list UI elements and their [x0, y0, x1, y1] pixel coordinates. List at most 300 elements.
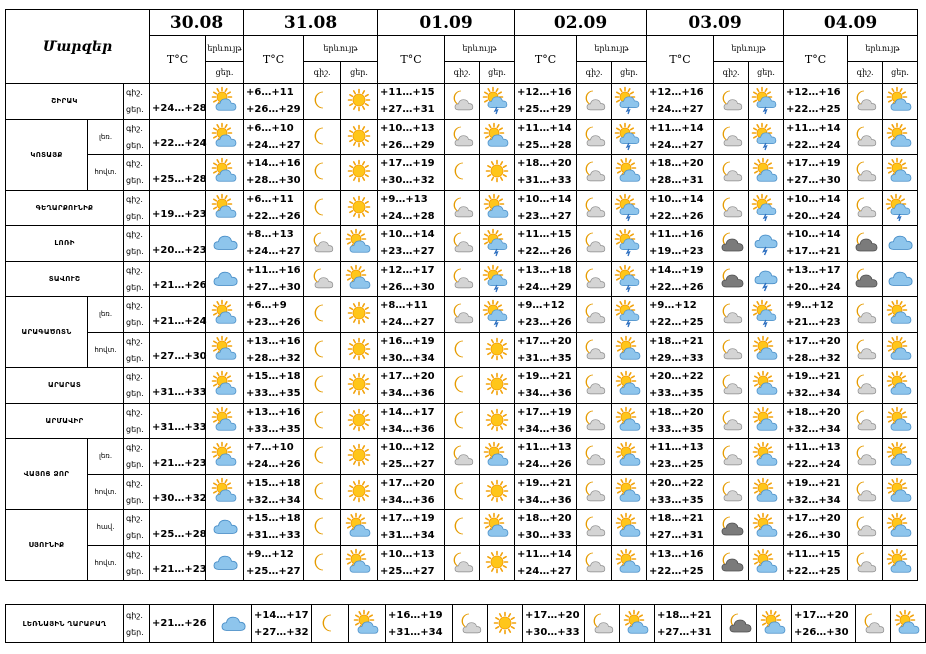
- sun-cloud-icon: [212, 197, 238, 216]
- night-temp: +18…+20: [517, 513, 572, 525]
- day-temp: +26…+29: [380, 139, 435, 151]
- region-row: [6, 119, 918, 155]
- storm-sun-icon: [753, 197, 779, 216]
- subregion-label: հովտ.: [88, 155, 124, 191]
- night-temp: +11…+15: [786, 548, 841, 560]
- night-temp: +11…+13: [649, 442, 704, 454]
- night-temp: +13…+16: [246, 406, 301, 418]
- night-label: գիշ.: [126, 549, 143, 559]
- temp-30-08: +21…+24: [152, 315, 207, 327]
- night-temp: +9…+12: [246, 548, 294, 560]
- sun-cloud-icon: [887, 339, 913, 358]
- night-temp: +10…+12: [380, 442, 435, 454]
- day-header: ցեր.: [612, 62, 647, 84]
- storm-icon: [753, 233, 779, 252]
- day-temp: +25…+27: [380, 459, 435, 471]
- day-label: ցեր.: [126, 353, 144, 363]
- sun-cloud-icon: [212, 375, 238, 394]
- night-temp: +12…+16: [786, 87, 841, 99]
- sun-cloud-icon: [616, 162, 642, 181]
- date-header: 31.08: [244, 10, 378, 36]
- day-temp: +27…+31: [649, 530, 704, 542]
- night-temp: +8…+13: [246, 229, 294, 241]
- sun-icon: [346, 339, 372, 358]
- moon-icon: [309, 410, 335, 429]
- night-temp: +9…+12: [517, 300, 565, 312]
- day-label: ցեր.: [126, 318, 144, 328]
- weather-header: երևույթ: [577, 36, 647, 62]
- moon-dark-cloud-icon: [718, 517, 744, 536]
- sun-icon: [346, 197, 372, 216]
- day-temp: +24…+27: [246, 246, 301, 258]
- sun-cloud-icon: [354, 613, 380, 632]
- night-temp: +17…+20: [786, 335, 841, 347]
- night-temp: +17…+20: [786, 513, 841, 525]
- region-name: ԼՈՌԻ: [6, 226, 124, 262]
- day-temp: +28…+32: [246, 352, 301, 364]
- night-temp: +13…+18: [517, 264, 572, 276]
- night-temp: +18…+20: [649, 406, 704, 418]
- temp-30-08: +22…+24: [152, 138, 207, 149]
- sun-cloud-icon: [753, 481, 779, 500]
- night-temp: +11…+14: [517, 122, 572, 134]
- day-temp: +33…+35: [246, 423, 301, 435]
- day-label: ցեր.: [126, 140, 144, 150]
- night-temp: +14…+19: [649, 264, 704, 276]
- day-temp: +22…+25: [649, 317, 704, 329]
- storm-sun-icon: [887, 197, 913, 216]
- sun-cloud-icon: [753, 375, 779, 394]
- day-temp: +24…+27: [380, 317, 435, 329]
- night-temp: +6…+10: [246, 122, 294, 134]
- moon-cloud-icon: [449, 268, 475, 287]
- day-temp: +17…+21: [786, 246, 841, 258]
- sun-cloud-icon: [616, 552, 642, 571]
- night-temp: +8…+11: [380, 300, 428, 312]
- weather-header: երևույթ: [714, 36, 784, 62]
- day-temp: +22…+26: [517, 246, 572, 258]
- night-temp: +17…+20: [525, 609, 580, 621]
- region-header: Մարզեր: [6, 10, 150, 84]
- moon-cloud-icon: [581, 339, 607, 358]
- night-label: գիշ.: [126, 301, 143, 311]
- moon-cloud-icon: [581, 552, 607, 571]
- night-temp: +10…+14: [380, 229, 435, 241]
- sun-cloud-icon: [346, 517, 372, 536]
- moon-cloud-icon: [449, 126, 475, 145]
- day-label: ցեր.: [126, 495, 144, 505]
- sun-icon: [492, 613, 518, 632]
- night-temp: +9…+12: [786, 300, 834, 312]
- moon-cloud-icon: [449, 233, 475, 252]
- sun-icon: [484, 375, 510, 394]
- night-label: գիշ.: [126, 265, 143, 275]
- storm-sun-icon: [484, 91, 510, 110]
- region-row: [6, 545, 918, 581]
- sun-cloud-icon: [753, 552, 779, 571]
- subregion-label: հովտ.: [88, 332, 124, 368]
- moon-cloud-icon: [449, 197, 475, 216]
- night-temp: +19…+21: [786, 477, 841, 489]
- moon-icon: [449, 162, 475, 181]
- night-temp: +10…+13: [380, 548, 435, 560]
- day-label: ցեր.: [126, 389, 144, 399]
- moon-icon: [449, 410, 475, 429]
- night-temp: +18…+21: [649, 335, 704, 347]
- sun-cloud-icon: [753, 410, 779, 429]
- sun-cloud-icon: [616, 517, 642, 536]
- region-name: ԿՈՏԱՅՔ: [6, 119, 88, 190]
- sun-cloud-icon: [212, 481, 238, 500]
- night-temp: +19…+21: [786, 371, 841, 383]
- moon-cloud-icon: [852, 304, 878, 323]
- day-header: ցեր.: [480, 62, 515, 84]
- sun-cloud-icon: [895, 613, 921, 632]
- night-temp: +11…+14: [786, 122, 841, 134]
- moon-cloud-icon: [581, 481, 607, 500]
- night-temp: +11…+13: [786, 442, 841, 454]
- moon-icon: [309, 517, 335, 536]
- region-name: ԱՐԱՐԱՏ: [6, 368, 124, 404]
- night-temp: +17…+20: [794, 609, 849, 621]
- temp-header: T°C: [150, 36, 206, 84]
- moon-icon: [309, 552, 335, 571]
- day-temp: +24…+27: [517, 565, 572, 577]
- day-temp: +32…+34: [786, 388, 841, 400]
- day-temp: +26…+30: [786, 530, 841, 542]
- sun-cloud-icon: [753, 517, 779, 536]
- night-temp: +10…+14: [786, 193, 841, 205]
- day-label: ցեր.: [126, 566, 144, 576]
- temp-header: T°C: [647, 36, 714, 84]
- moon-cloud-icon: [718, 91, 744, 110]
- storm-sun-icon: [616, 126, 642, 145]
- subregion-label: հովտ.: [88, 545, 124, 581]
- day-temp: +30…+32: [380, 175, 435, 187]
- night-temp: +11…+14: [649, 122, 704, 134]
- region-row: [6, 261, 918, 297]
- sun-cloud-icon: [887, 162, 913, 181]
- weather-header: երևույթ: [206, 36, 244, 62]
- moon-cloud-icon: [581, 233, 607, 252]
- night-temp: +7…+10: [246, 442, 294, 454]
- storm-sun-icon: [616, 197, 642, 216]
- day-temp: +29…+33: [649, 352, 704, 364]
- day-temp: +31…+34: [388, 626, 443, 638]
- night-temp: +10…+14: [517, 193, 572, 205]
- night-temp: +20…+22: [649, 477, 704, 489]
- night-header: գիշ.: [445, 62, 480, 84]
- day-temp: +23…+27: [380, 246, 435, 258]
- night-label: գիշ.: [126, 194, 143, 204]
- day-temp: +34…+36: [517, 494, 572, 506]
- day-temp: +22…+25: [649, 565, 704, 577]
- night-temp: +11…+16: [246, 264, 301, 276]
- sun-icon: [484, 162, 510, 181]
- night-temp: +18…+20: [517, 158, 572, 170]
- night-temp: +9…+12: [649, 300, 697, 312]
- temp-30-08: +21…+26: [152, 280, 207, 291]
- day-temp: +33…+35: [246, 388, 301, 400]
- moon-icon: [309, 481, 335, 500]
- sun-cloud-icon: [887, 91, 913, 110]
- day-temp: +24…+27: [649, 139, 704, 151]
- moon-cloud-icon: [449, 304, 475, 323]
- moon-icon: [449, 375, 475, 394]
- night-temp: +19…+21: [517, 477, 572, 489]
- storm-sun-icon: [753, 91, 779, 110]
- night-label: գիշ.: [126, 407, 143, 417]
- storm-sun-icon: [484, 268, 510, 287]
- moon-icon: [309, 446, 335, 465]
- day-temp: +30…+33: [525, 626, 580, 638]
- day-temp: +30…+33: [517, 530, 572, 542]
- day-label: ցեր.: [126, 531, 144, 541]
- sun-icon: [484, 552, 510, 571]
- moon-dark-cloud-icon: [852, 268, 878, 287]
- region-name: ՏԱՎՈՒՇ: [6, 261, 124, 297]
- sun-icon: [346, 126, 372, 145]
- night-temp: +16…+19: [388, 609, 443, 621]
- moon-cloud-icon: [581, 304, 607, 323]
- region-row: [6, 297, 918, 333]
- day-temp: +27…+31: [657, 626, 712, 638]
- night-temp: +15…+18: [246, 477, 301, 489]
- night-temp: +18…+21: [649, 513, 704, 525]
- forecast-table: [5, 9, 918, 581]
- moon-cloud-icon: [309, 268, 335, 287]
- night-temp: +18…+21: [657, 609, 712, 621]
- moon-cloud-icon: [852, 375, 878, 394]
- day-temp: +22…+24: [786, 139, 841, 151]
- night-temp: +11…+14: [517, 548, 572, 560]
- day-temp: +33…+35: [649, 388, 704, 400]
- moon-cloud-icon: [581, 162, 607, 181]
- sun-icon: [346, 481, 372, 500]
- night-temp: +13…+16: [649, 548, 704, 560]
- cloud-icon: [220, 613, 246, 632]
- cloud-icon: [212, 268, 238, 287]
- night-header: գիշ.: [714, 62, 749, 84]
- day-temp: +31…+35: [517, 352, 572, 364]
- moon-cloud-icon: [449, 446, 475, 465]
- moon-cloud-icon: [860, 613, 886, 632]
- night-temp: +10…+14: [786, 229, 841, 241]
- night-temp: +17…+19: [517, 406, 572, 418]
- moon-cloud-icon: [718, 339, 744, 358]
- day-temp: +28…+30: [246, 175, 301, 187]
- sun-cloud-icon: [887, 375, 913, 394]
- moon-cloud-icon: [449, 91, 475, 110]
- moon-cloud-icon: [449, 552, 475, 571]
- region-row: [6, 190, 918, 226]
- sun-cloud-icon: [887, 552, 913, 571]
- night-temp: +17…+19: [786, 158, 841, 170]
- night-temp: +15…+18: [246, 513, 301, 525]
- day-temp: +34…+36: [380, 423, 435, 435]
- day-label: ցեր.: [126, 282, 144, 292]
- day-temp: +23…+25: [649, 459, 704, 471]
- moon-icon: [449, 339, 475, 358]
- cloud-icon: [212, 552, 238, 571]
- region-row: [6, 84, 918, 120]
- temp-30-08: +25…+28: [152, 173, 207, 185]
- day-temp: +22…+25: [786, 565, 841, 577]
- sun-cloud-icon: [887, 517, 913, 536]
- day-temp: +23…+26: [517, 317, 572, 329]
- night-temp: +6…+11: [246, 193, 294, 205]
- sun-cloud-icon: [346, 268, 372, 287]
- sun-cloud-icon: [346, 233, 372, 252]
- weather-header: երևույթ: [848, 36, 918, 62]
- moon-cloud-icon: [852, 552, 878, 571]
- sun-icon: [346, 446, 372, 465]
- subregion-label: լեռ.: [88, 119, 124, 155]
- moon-cloud-icon: [852, 481, 878, 500]
- sun-cloud-icon: [753, 162, 779, 181]
- temp-30-08: +20…+23: [152, 244, 207, 256]
- storm-sun-icon: [616, 91, 642, 110]
- moon-cloud-icon: [852, 339, 878, 358]
- cloud-icon: [887, 233, 913, 252]
- day-temp: +31…+33: [246, 530, 301, 542]
- sun-cloud-icon: [212, 410, 238, 429]
- moon-cloud-icon: [718, 410, 744, 429]
- moon-cloud-icon: [718, 446, 744, 465]
- night-temp: +6…+9: [246, 300, 287, 312]
- day-temp: +34…+36: [380, 388, 435, 400]
- day-temp: +32…+34: [786, 494, 841, 506]
- sun-icon: [346, 91, 372, 110]
- storm-icon: [753, 268, 779, 287]
- day-temp: +34…+36: [517, 423, 572, 435]
- night-label: գիշ.: [126, 123, 143, 133]
- region-row: [6, 332, 918, 368]
- sun-cloud-icon: [484, 126, 510, 145]
- moon-icon: [449, 481, 475, 500]
- day-temp: +25…+27: [380, 565, 435, 577]
- moon-cloud-icon: [581, 517, 607, 536]
- sun-cloud-icon: [212, 91, 238, 110]
- moon-cloud-icon: [581, 197, 607, 216]
- night-temp: +11…+15: [380, 87, 435, 99]
- night-temp: +11…+16: [649, 229, 704, 241]
- sun-cloud-icon: [887, 304, 913, 323]
- night-temp: +20…+22: [649, 371, 704, 383]
- day-temp: +24…+27: [649, 104, 704, 116]
- moon-icon: [449, 517, 475, 536]
- day-temp: +22…+25: [786, 104, 841, 116]
- day-temp: +27…+30: [786, 175, 841, 187]
- day-temp: +27…+32: [254, 626, 309, 638]
- night-temp: +6…+11: [246, 87, 294, 99]
- night-temp: +9…+13: [380, 193, 428, 205]
- day-temp: +21…+23: [786, 317, 841, 329]
- moon-cloud-icon: [718, 162, 744, 181]
- moon-cloud-icon: [457, 613, 483, 632]
- temp-30-08: +31…+33: [152, 386, 207, 398]
- moon-cloud-icon: [589, 613, 615, 632]
- day-temp: +23…+27: [517, 210, 572, 222]
- moon-cloud-icon: [852, 517, 878, 536]
- day-temp: +34…+36: [380, 494, 435, 506]
- moon-cloud-icon: [852, 91, 878, 110]
- day-label: ցեր.: [126, 627, 144, 637]
- day-temp: +22…+26: [649, 210, 704, 222]
- day-temp: +24…+28: [380, 210, 435, 222]
- karabakh-forecast-table: [5, 604, 926, 643]
- night-temp: +17…+20: [380, 477, 435, 489]
- day-temp: +32…+34: [246, 494, 301, 506]
- date-header: 02.09: [515, 10, 647, 36]
- sun-cloud-icon: [887, 446, 913, 465]
- day-temp: +20…+24: [786, 210, 841, 222]
- storm-sun-icon: [616, 268, 642, 287]
- moon-cloud-icon: [852, 410, 878, 429]
- region-row: [6, 368, 918, 404]
- moon-cloud-icon: [581, 375, 607, 394]
- day-header: ցեր.: [883, 62, 918, 84]
- moon-icon: [309, 339, 335, 358]
- temp-header: T°C: [784, 36, 848, 84]
- day-temp: +30…+34: [380, 352, 435, 364]
- night-header: գիշ.: [577, 62, 612, 84]
- day-temp: +32…+34: [786, 423, 841, 435]
- temp-30-08: +25…+28: [152, 528, 207, 540]
- moon-cloud-icon: [718, 304, 744, 323]
- storm-sun-icon: [753, 126, 779, 145]
- night-header: գիշ.: [848, 62, 883, 84]
- day-temp: +22…+26: [649, 281, 704, 293]
- day-temp: +25…+29: [517, 104, 572, 116]
- sun-cloud-icon: [212, 446, 238, 465]
- moon-cloud-icon: [581, 126, 607, 145]
- temp-30-08: +27…+30: [152, 351, 207, 362]
- sun-cloud-icon: [212, 162, 238, 181]
- night-temp: +16…+19: [380, 335, 435, 347]
- sun-icon: [484, 481, 510, 500]
- night-temp: +17…+19: [380, 513, 435, 525]
- sun-icon: [346, 304, 372, 323]
- night-temp: +12…+16: [517, 87, 572, 99]
- moon-cloud-icon: [581, 446, 607, 465]
- sun-cloud-icon: [887, 410, 913, 429]
- moon-dark-cloud-icon: [726, 613, 752, 632]
- day-temp: +24…+26: [517, 459, 572, 471]
- sun-cloud-icon: [616, 410, 642, 429]
- day-temp: +24…+26: [246, 459, 301, 471]
- region-row: [6, 510, 918, 546]
- region-name: ԱՐԱԳԱԾՈՏՆ: [6, 297, 88, 368]
- day-temp: +26…+29: [246, 104, 301, 116]
- day-temp: +22…+24: [786, 459, 841, 471]
- region-row: [6, 403, 918, 439]
- date-header: 04.09: [784, 10, 918, 36]
- region-row: [6, 439, 918, 475]
- sun-cloud-icon: [616, 339, 642, 358]
- storm-sun-icon: [484, 233, 510, 252]
- date-header: 01.09: [378, 10, 515, 36]
- region-name: ՇԻՐԱԿ: [6, 84, 124, 120]
- day-temp: +34…+36: [517, 388, 572, 400]
- night-label: գիշ.: [126, 230, 143, 240]
- night-label: գիշ.: [126, 478, 143, 488]
- storm-sun-icon: [753, 304, 779, 323]
- temp-header: T°C: [515, 36, 577, 84]
- night-temp: +10…+13: [380, 122, 435, 134]
- day-temp: +33…+35: [649, 494, 704, 506]
- sun-cloud-icon: [616, 375, 642, 394]
